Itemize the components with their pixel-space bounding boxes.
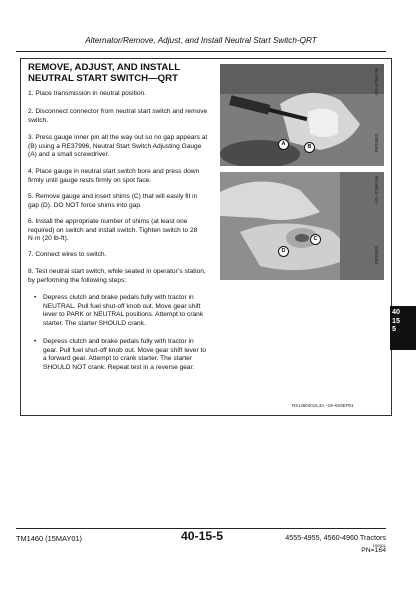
figure-2-code-top: –UN–02MAY96 xyxy=(374,176,379,205)
callout-c: C xyxy=(310,234,321,245)
page-number: 40-15-5 xyxy=(181,529,224,543)
section-title xyxy=(28,63,218,84)
section-title-line1: REMOVE, ADJUST, AND INSTALL xyxy=(28,62,181,73)
small-code: 100501 xyxy=(372,543,386,548)
step-3: 3. Press gauge inner pin all the way out so no gap appears at (B) using a RE37996, Neutral Start Switch Adjusting Gauge (A) and a small screwdriver. xyxy=(28,134,208,159)
running-header: Alternator/Remove, Adjust, and Install Neutral Start Switch-QRT xyxy=(85,36,317,45)
gauge-photo-illustration xyxy=(220,64,384,166)
figure-1-code-top: –UN–02MAY96 xyxy=(374,68,379,97)
figure-1-code-bottom: RW18503 xyxy=(374,134,379,153)
shim-photo-illustration xyxy=(220,172,384,280)
bullet-text: Depress clutch and brake pedals fully with tractor in gear. Pull fuel shut-off knob out. Move gear shift lever to a forward gear. Attempt to crank starter. The starter SHOULD NOT crank. Repeat test in a reverse gear. xyxy=(43,338,206,371)
header-rule xyxy=(16,51,386,52)
step-5: 5. Remove gauge and insert shims (C) that will easily fit in gap (D). DO NOT force shims into gap. xyxy=(28,193,198,209)
callout-a: A xyxy=(278,139,289,150)
step-4: 4. Place gauge in neutral start switch bore and press down firmly until gauge rests firmly on spot face. xyxy=(28,168,200,184)
models-text: 4555-4955, 4560-4960 Tractors xyxy=(285,533,386,542)
bullet-item-2 xyxy=(34,338,210,372)
pn-text: PN=164 xyxy=(361,547,386,554)
step-7: 7. Connect wires to switch. xyxy=(28,251,107,258)
bullet-text: Depress clutch and brake pedals fully with tractor in NEUTRAL. Pull fuel shut-off knob out. Move gear shift lever to PARK or NEUTRAL positions. Attempt to crank starter. The starter SHOULD crank. xyxy=(43,294,204,327)
step-8: 8. Test neutral start switch, while seated in operator’s station, by performing the following steps: xyxy=(28,268,206,284)
bullet-dot-icon: • xyxy=(34,338,37,345)
manual-id: TM1460 (15MAY01) xyxy=(16,534,82,543)
tab-line-2: 15 xyxy=(392,315,400,325)
bullet-item-1 xyxy=(34,294,210,328)
block-id: RX14604015,3A –19–04SEP01 xyxy=(292,403,354,408)
step-1: 1. Place transmission in neutral position. xyxy=(28,90,147,97)
figure-shim-photo xyxy=(220,172,384,280)
tab-line-3: 5 xyxy=(392,324,396,334)
callout-d: D xyxy=(278,246,289,257)
step-2: 2. Disconnect connector from neutral start switch and remove switch. xyxy=(28,108,208,124)
step-6: 6. Install the appropriate number of shims (at least one required) on switch and install switch. Tighten switch to 28 N·m (20 lb-ft). xyxy=(28,218,198,243)
callout-b: B xyxy=(304,142,315,153)
figure-gauge-photo xyxy=(220,64,384,166)
section-title-line2: NEUTRAL START SWITCH—QRT xyxy=(28,72,178,84)
section-thumb-tab xyxy=(390,306,416,350)
figure-2-code-bottom: RW18505 xyxy=(374,246,379,265)
bullet-dot-icon: • xyxy=(34,294,37,301)
tab-line-1: 40 xyxy=(392,307,400,316)
